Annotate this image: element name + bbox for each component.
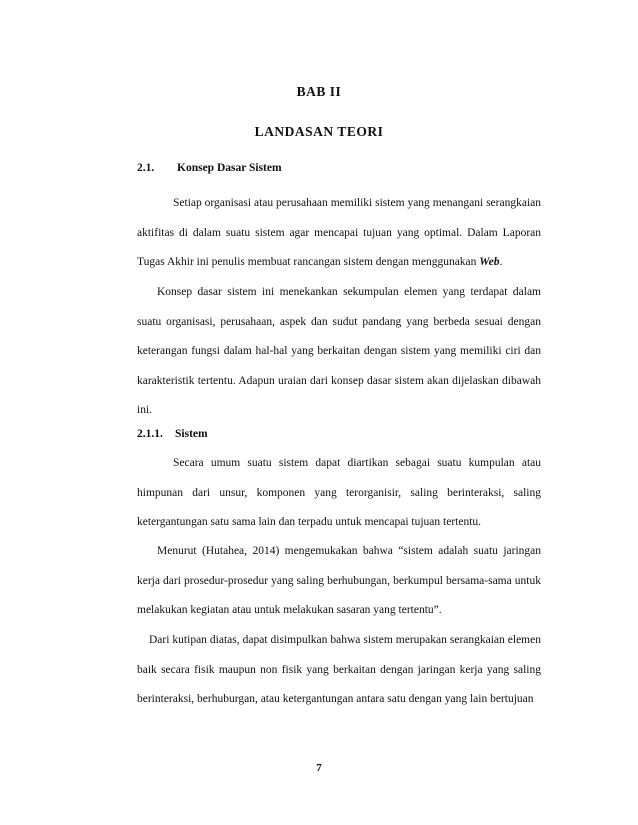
paragraph-conclusion: Dari kutipan diatas, dapat disimpulkan bahwa sistem merupakan serangkaian elemen baik secara fisik maupun non fisik yang berkaitan dengan jaringan kerja yang saling berinteraksi, berhuburgan, atau ketergantungan antara satu dengan yang lain bertujuan — [137, 634, 541, 706]
paragraph-system-definition: Secara umum suatu sistem dapat diartikan sebagai suatu kumpulan atau himpunan dari unsur, komponen yang terorganisir, saling berinteraksi, saling ketergantungan satu sama lain dan terpadu untuk mencapai tujuan tertentu. — [137, 457, 541, 529]
chapter-title: LANDASAN TEORI — [254, 124, 384, 139]
section-title: Konsep Dasar Sistem — [177, 162, 282, 174]
chapter-label: BAB II — [296, 84, 342, 99]
section-heading-2-1-1 — [137, 428, 208, 440]
paragraph-intro-text: Setiap organisasi atau perusahaan memiliki sistem yang menangani serangkaian aktifitas di dalam suatu sistem agar mencapai tujuan yang optimal. Dalam Laporan Tugas Akhir ini penulis membuat rancangan sistem dengan menggunakan — [137, 197, 541, 269]
paragraph-concept: Konsep dasar sistem ini menekankan sekumpulan elemen yang terdapat dalam suatu organisasi, perusahaan, aspek dan sudut pandang yang berbeda sesuai dengan keterangan fungsi dalam hal-hal yang berkaitan dengan sistem yang memiliki ciri dan karakteristik tertentu. Adapun uraian dari konsep dasar sistem akan dijelaskan dibawah ini. — [137, 286, 541, 417]
paragraph-intro-end: . — [499, 256, 503, 269]
section-number: 2.1. — [137, 162, 155, 174]
section-title: Sistem — [175, 428, 208, 440]
paragraph-quote: Menurut (Hutahea, 2014) mengemukakan bahwa “sistem adalah suatu jaringan kerja dari prosedur-prosedur yang saling berhubungan, berkumpul bersama-sama untuk melakukan kegiatan atau untuk melakukan sasaran yang tertentu”. — [137, 545, 541, 617]
section-heading-2-1 — [137, 162, 282, 174]
paragraph-intro — [137, 189, 541, 278]
page-number: 7 — [316, 762, 322, 774]
section-number: 2.1.1. — [137, 428, 163, 440]
paragraph-intro-emphasis: Web — [479, 256, 500, 269]
